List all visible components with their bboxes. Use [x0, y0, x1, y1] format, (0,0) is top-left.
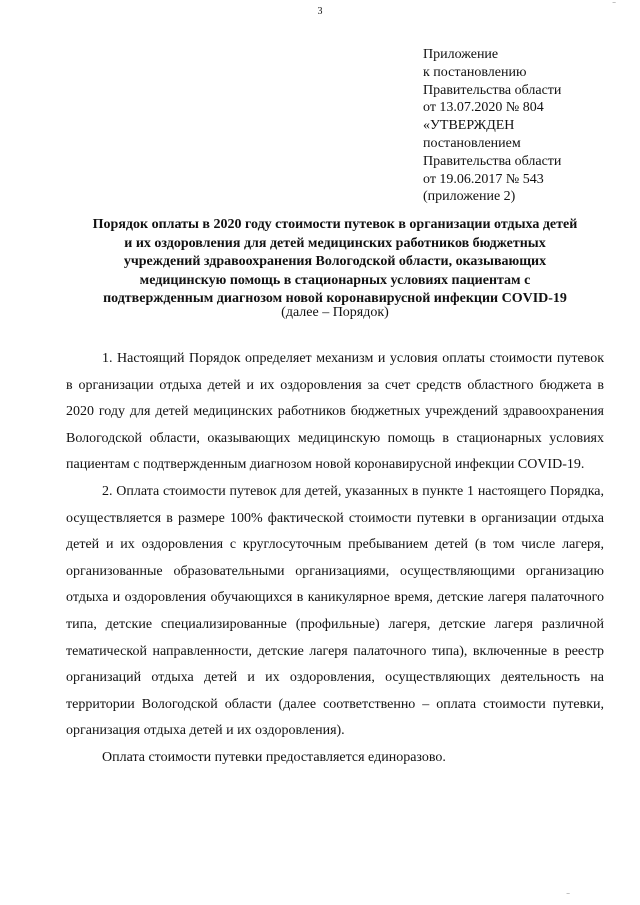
appendix-line: Правительства области [423, 153, 562, 169]
appendix-line: Приложение [423, 47, 499, 62]
appendix-line: постановлением [423, 135, 521, 151]
document-title [66, 216, 604, 309]
corner-scan-mark-top: ⁻ [612, 0, 617, 9]
paragraph-2: 2. Оплата стоимости путевок для детей, указанных в пункте 1 настоящего Порядка, осуществляется в размере 100% фактической стоимости путевки в организации отдыха детей и их оздоровления с круглосуточным пребыванием детей (в том числе лагеря, организованные образовательными организациями, осуществляющими организацию отдыха и оздоровления обучающихся в каникулярное время, детские лагеря палаточного типа, детские специализированные (профильные) лагеря, детские лагеря различной тематической направленности, детские лагеря палаточного типа), включенные в реестр организаций отдыха детей и их оздоровления, осуществляющих деятельность на территории Вологодской области (далее соответственно – оплата стоимости путевки, организация отдыха детей и их оздоровления). [66, 483, 604, 739]
appendix-header [423, 46, 633, 206]
appendix-line: к постановлению [423, 64, 527, 80]
document-body [66, 346, 604, 772]
paragraph-1: 1. Настоящий Порядок определяет механизм и условия оплаты стоимости путевок в организации отдыха детей и их оздоровления за счет средств областного бюджета в 2020 году для детей медицинских работников бюджетных учреждений здравоохранения Вологодской области, оказывающих медицинскую помощь в стационарных условиях пациентам с подтвержденным диагнозом новой коронавирусной инфекции COVID-19. [66, 351, 604, 473]
page-number: 3 [317, 6, 323, 17]
title-line: Порядок оплаты в 2020 году стоимости путевок в организации отдыха детей [92, 217, 578, 232]
title-line: медицинскую помощь в стационарных условиях пациентам с [139, 272, 531, 288]
title-line: подтвержденным диагнозом новой коронавирусной инфекции COVID-19 [103, 291, 567, 306]
paragraph-3: Оплата стоимости путевки предоставляется единоразово. [102, 749, 446, 765]
appendix-line: Правительства области [423, 82, 562, 98]
appendix-line: от 19.06.2017 № 543 [423, 171, 544, 187]
appendix-line: от 13.07.2020 № 804 [423, 100, 544, 116]
title-line: учреждений здравоохранения Вологодской области, оказывающих [123, 254, 547, 269]
corner-scan-mark-bottom: ⁻ [566, 891, 571, 900]
appendix-line: «УТВЕРЖДЕН [423, 118, 515, 134]
appendix-line: (приложение 2) [423, 189, 516, 205]
title-line: и их оздоровления для детей медицинских работников бюджетных [124, 235, 546, 251]
document-subtitle: (далее – Порядок) [281, 305, 389, 320]
